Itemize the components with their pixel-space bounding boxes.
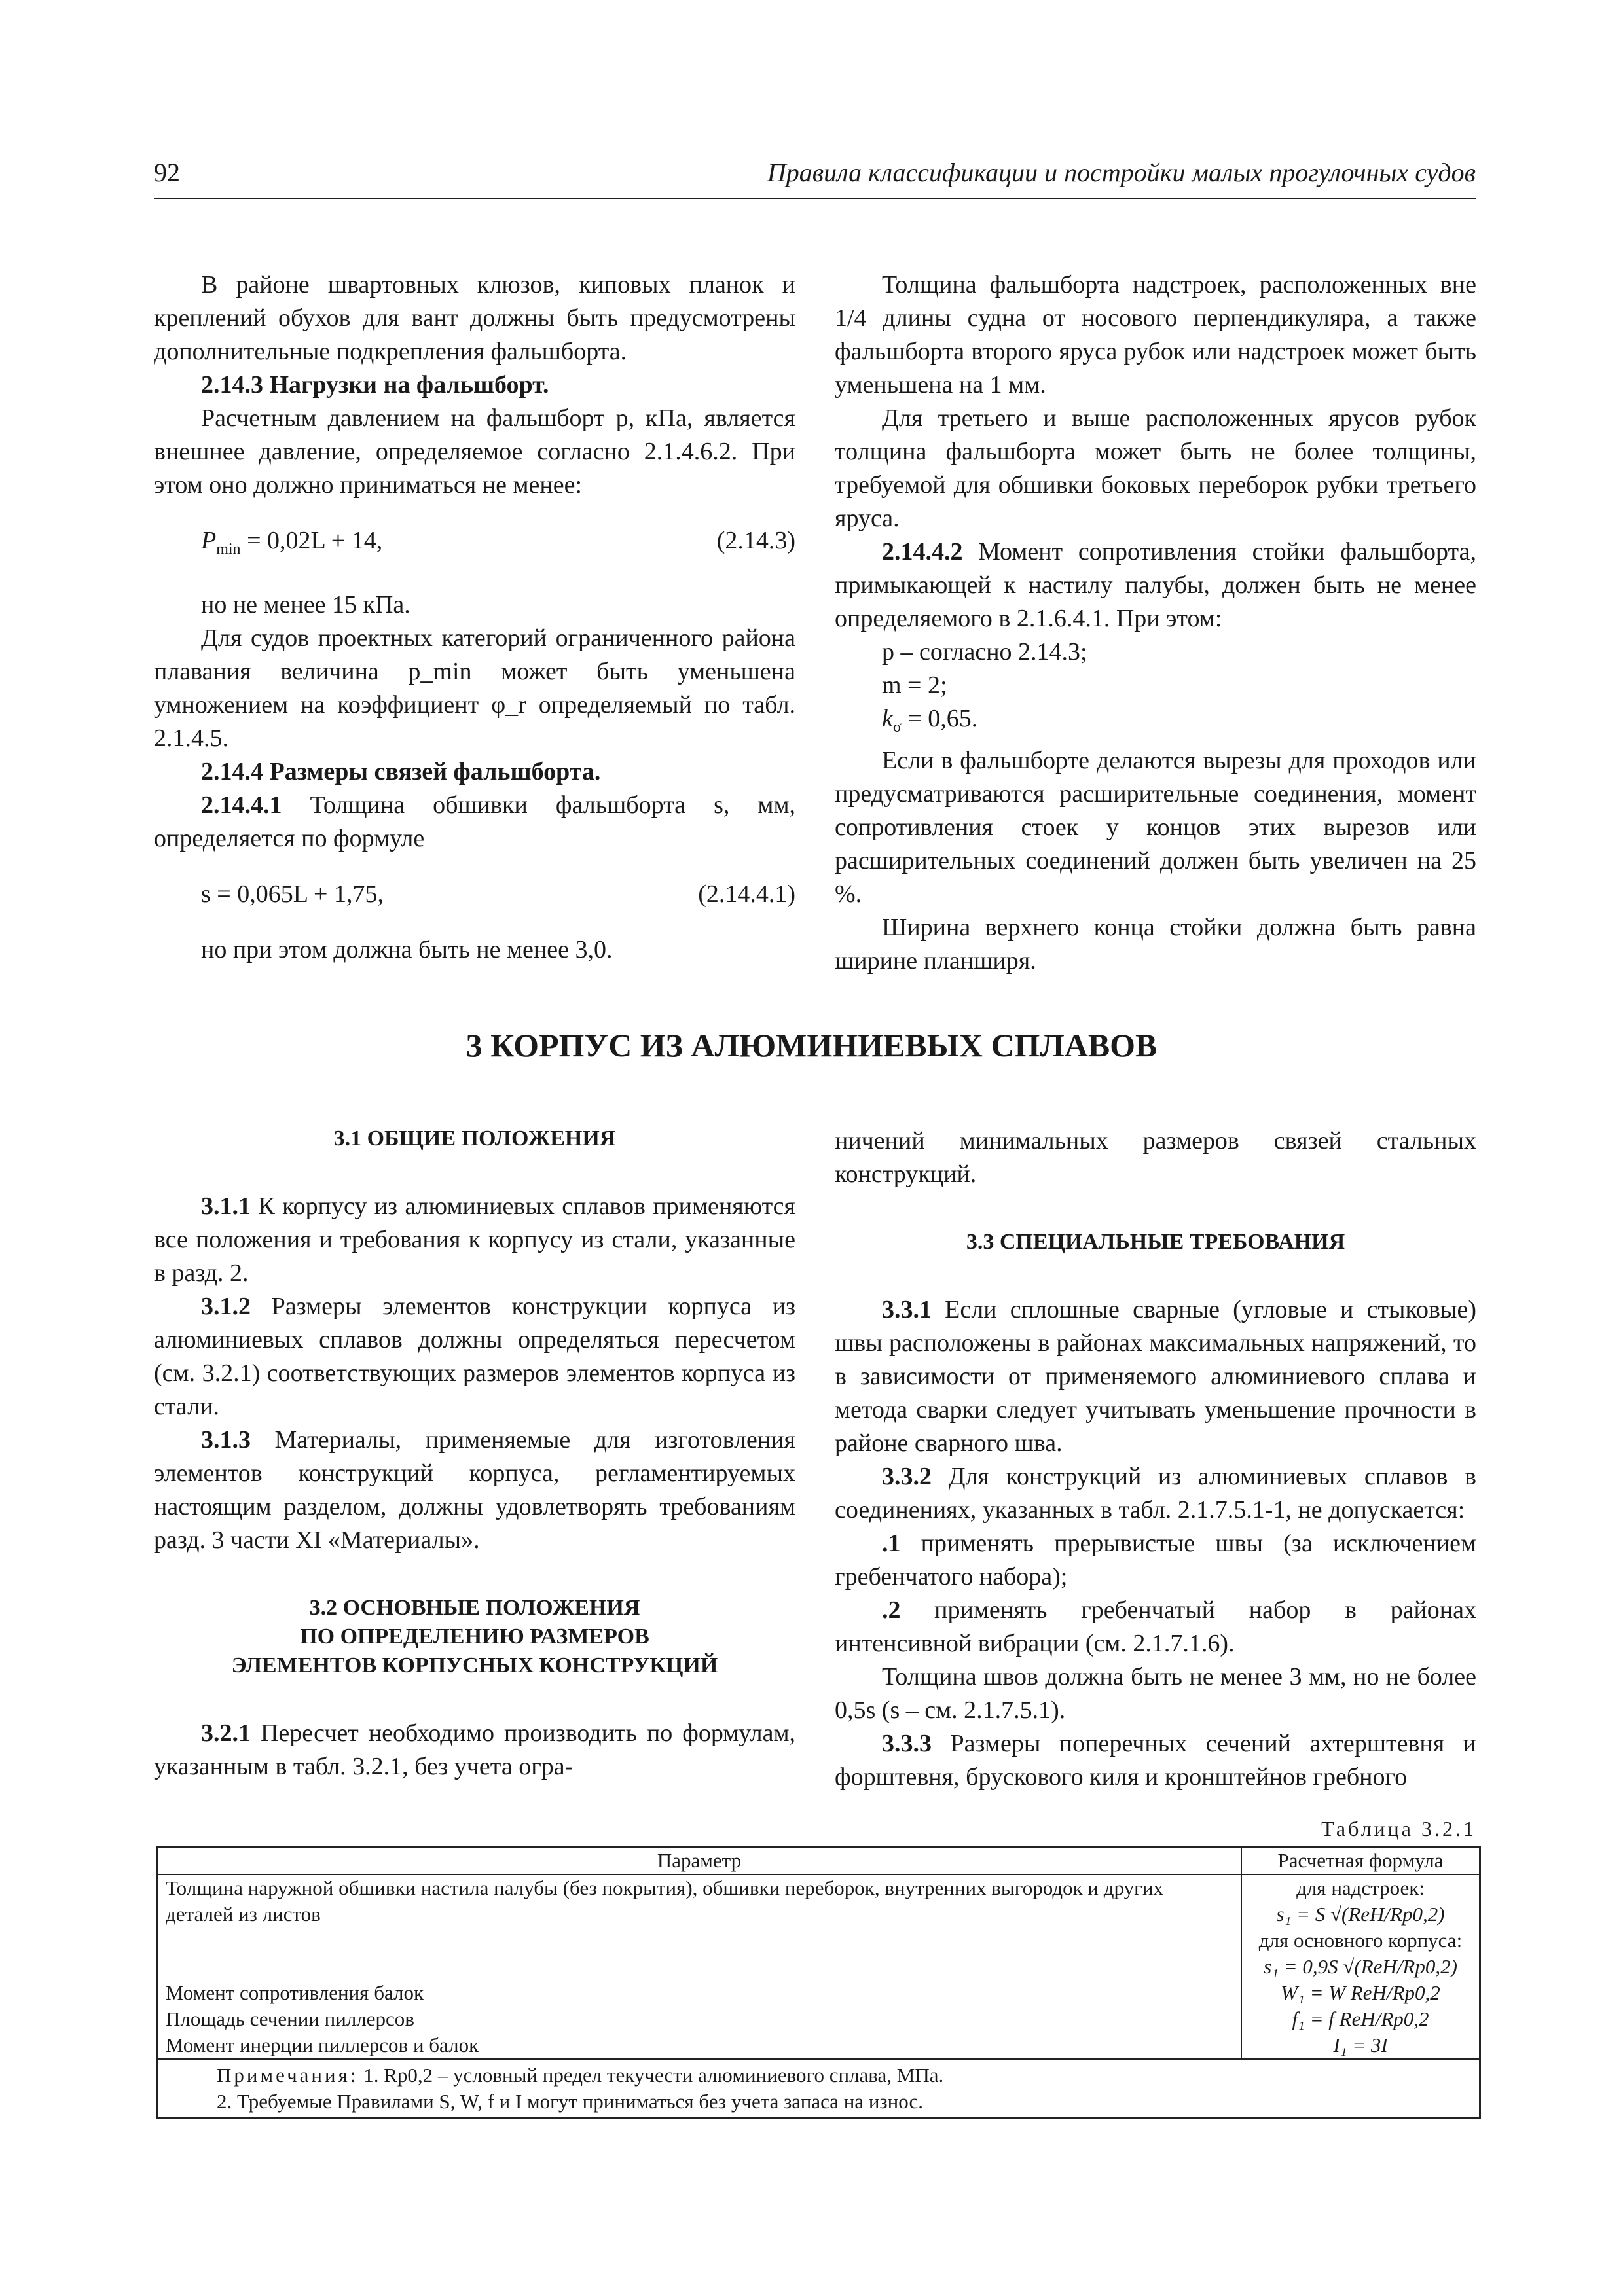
list-item: m = 2; xyxy=(882,672,947,699)
paragraph: В районе швартовных клюзов, киповых планок и креплений обухов для вант должны быть предусмотрены дополнительные подкрепления фальшборта. xyxy=(154,271,795,365)
formula-item: I₁ = 3I xyxy=(1333,2034,1388,2056)
formula-2-14-4-1: s = 0,065L + 1,75, (2.14.4.1) xyxy=(154,878,795,911)
formula-item: s₁ = 0,9S √(ReH/Rp0,2) xyxy=(1264,1955,1457,1978)
paragraph: Толщина швов должна быть не менее 3 мм, но не более 0,5s (s – см. 2.1.7.5.1). xyxy=(835,1663,1476,1724)
table-note: Примечания: 1. Rp0,2 – условный предел текучести алюминиевого сплава, МПа. xyxy=(217,2064,944,2087)
header-rule xyxy=(154,198,1476,199)
list-item: $k_\sigma = 0,65$. xyxy=(882,705,978,736)
paragraph: 3.3.1 Если сплошные сварные (угловые и стыковые) швы расположены в районах максимальных напряжений, то в зависимости от применяемого алюминиевого сплава и метода сварки следует учитывать уменьшение прочности в районе сварного шва. xyxy=(835,1296,1476,1457)
formula-number: (2.14.3) xyxy=(716,527,795,554)
list-item: p – согласно 2.14.3; xyxy=(882,638,1087,666)
parameter-item: Площадь сечении пиллерсов xyxy=(166,2007,414,2030)
column-header-parameter: Параметр xyxy=(158,1848,1242,1874)
paragraph: 3.2.1 Пересчет необходимо производить по формулам, указанным в табл. 3.2.1, без учета огра- xyxy=(154,1719,795,1780)
formula-item: s₁ = S √(ReH/Rp0,2) xyxy=(1276,1903,1445,1926)
parameter-item: Момент сопротивления балок xyxy=(166,1981,424,2004)
column-header-formula: Расчетная формула xyxy=(1277,1849,1444,1872)
running-title: Правила классификации и постройки малых прогулочных судов xyxy=(767,158,1476,187)
list-item: .1 применять прерывистые швы (за исключением гребенчатого набора); xyxy=(835,1530,1476,1590)
parameter-item: Толщина наружной обшивки настила палубы (без покрытия), обшивки переборок, внутренних выгородок и других деталей из листов xyxy=(166,1876,1163,1926)
paragraph: Расчетным давлением на фальшборт p, кПа, является внешнее давление, определяемое согласно 2.1.4.6.2. При этом оно должно приниматься не менее: xyxy=(154,404,795,499)
parameter-item: Момент инерции пиллерсов и балок xyxy=(166,2034,479,2056)
section-heading-2-14-3: 2.14.3 Нагрузки на фальшборт. xyxy=(201,371,549,399)
left-column-top xyxy=(154,268,795,967)
paragraph: но при этом должна быть не менее 3,0. xyxy=(201,936,613,963)
paragraph: Толщина фальшборта надстроек, расположенных вне 1/4 длины судна от носового перпендикуляра, а также фальшборта второго яруса рубок или надстроек может быть уменьшена на 1 мм. xyxy=(835,271,1476,399)
paragraph: 3.1.3 Материалы, применяемые для изготовления элементов конструкций корпуса, регламентируемых настоящим разделом, должны удовлетворять требованиям разд. 3 части XI «Материалы». xyxy=(154,1426,795,1554)
table-note: 2. Требуемые Правилами S, W, f и I могут приниматься без учета запаса на износ. xyxy=(217,2090,924,2113)
list-item: .2 применять гребенчатый набор в районах интенсивной вибрации (см. 2.1.7.1.6). xyxy=(835,1596,1476,1657)
section-heading-2-14-4: 2.14.4 Размеры связей фальшборта. xyxy=(201,758,601,785)
table-notes xyxy=(158,2058,1479,2117)
paragraph: 3.1.2 Размеры элементов конструкции корпуса из алюминиевых сплавов должны определяться пересчетом (см. 3.2.1) соответствующих размеров элементов корпуса из стали. xyxy=(154,1293,795,1420)
table-3-2-1 xyxy=(156,1846,1481,2119)
paragraph: Ширина верхнего конца стойки должна быть равна ширине планширя. xyxy=(835,914,1476,975)
paragraph: Для третьего и выше расположенных ярусов рубок толщина фальшборта может быть не более толщины, требуемой для обшивки боковых переборок рубки третьего яруса. xyxy=(835,404,1476,532)
paragraph: 2.14.4.2 Момент сопротивления стойки фальшборта, примыкающей к настилу палубы, должен быть не менее определяемого в 2.1.6.4.1. При этом: xyxy=(835,538,1476,632)
right-column-bottom xyxy=(835,1124,1476,1794)
right-column-top xyxy=(835,268,1476,978)
paragraph: Для судов проектных категорий ограниченного района плавания величина p_min может быть уменьшена умножением на коэффициент φ_r определяемый по табл. 2.1.4.5. xyxy=(154,624,795,752)
paragraph: 2.14.4.1 Толщина обшивки фальшборта s, мм, определяется по формуле xyxy=(154,791,795,852)
paragraph: ничений минимальных размеров связей стальных конструкций. xyxy=(835,1127,1476,1188)
parameter-cell xyxy=(158,1875,1242,2058)
paragraph: Если в фальшборте делаются вырезы для проходов или предусматриваются расширительные соединения, момент сопротивления стоек у концов этих вырезов или расширительных соединений должен быть увеличен на 25 %. xyxy=(835,747,1476,908)
paragraph: но не менее 15 кПа. xyxy=(201,591,410,619)
table-row xyxy=(158,1875,1479,2058)
left-column-bottom xyxy=(154,1124,795,1784)
formula-item: f₁ = f ReH/Rp0,2 xyxy=(1292,2007,1429,2030)
formula-item: для надстроек: xyxy=(1296,1876,1425,1899)
paragraph: 3.3.3 Размеры поперечных сечений ахтерштевня и форштевня, брускового киля и кронштейнов гребного xyxy=(835,1730,1476,1791)
chapter-title: 3 КОРПУС ИЗ АЛЮМИНИЕВЫХ СПЛАВОВ xyxy=(465,1027,1158,1064)
paragraph: 3.1.1 К корпусу из алюминиевых сплавов применяются все положения и требования к корпусу из стали, указанные в разд. 2. xyxy=(154,1193,795,1287)
table-caption: Таблица 3.2.1 xyxy=(1321,1817,1476,1840)
table-header-row xyxy=(158,1848,1479,1875)
formula-item: W₁ = W ReH/Rp0,2 xyxy=(1281,1981,1440,2004)
section-heading-3-2: 3.2 ОСНОВНЫЕ ПОЛОЖЕНИЯ ПО ОПРЕДЕЛЕНИЮ РАЗМЕРОВ ЭЛЕМЕНТОВ КОРПУСНЫХ КОНСТРУКЦИЙ xyxy=(231,1596,718,1677)
formula-item: для основного корпуса: xyxy=(1258,1929,1463,1952)
formula-number: (2.14.4.1) xyxy=(698,880,795,908)
page-number: 92 xyxy=(154,158,180,187)
section-heading-3-1: 3.1 ОБЩИЕ ПОЛОЖЕНИЯ xyxy=(333,1126,616,1151)
formula-cell xyxy=(1242,1875,1479,2058)
formula-2-14-3: $P_{min} = 0,02L + 14$, (2.14.3) xyxy=(154,524,795,566)
paragraph: 3.3.2 Для конструкций из алюминиевых сплавов в соединениях, указанных в табл. 2.1.7.5.1-1, не допускается: xyxy=(835,1463,1476,1524)
section-heading-3-3: 3.3 СПЕЦИАЛЬНЫЕ ТРЕБОВАНИЯ xyxy=(966,1230,1345,1254)
